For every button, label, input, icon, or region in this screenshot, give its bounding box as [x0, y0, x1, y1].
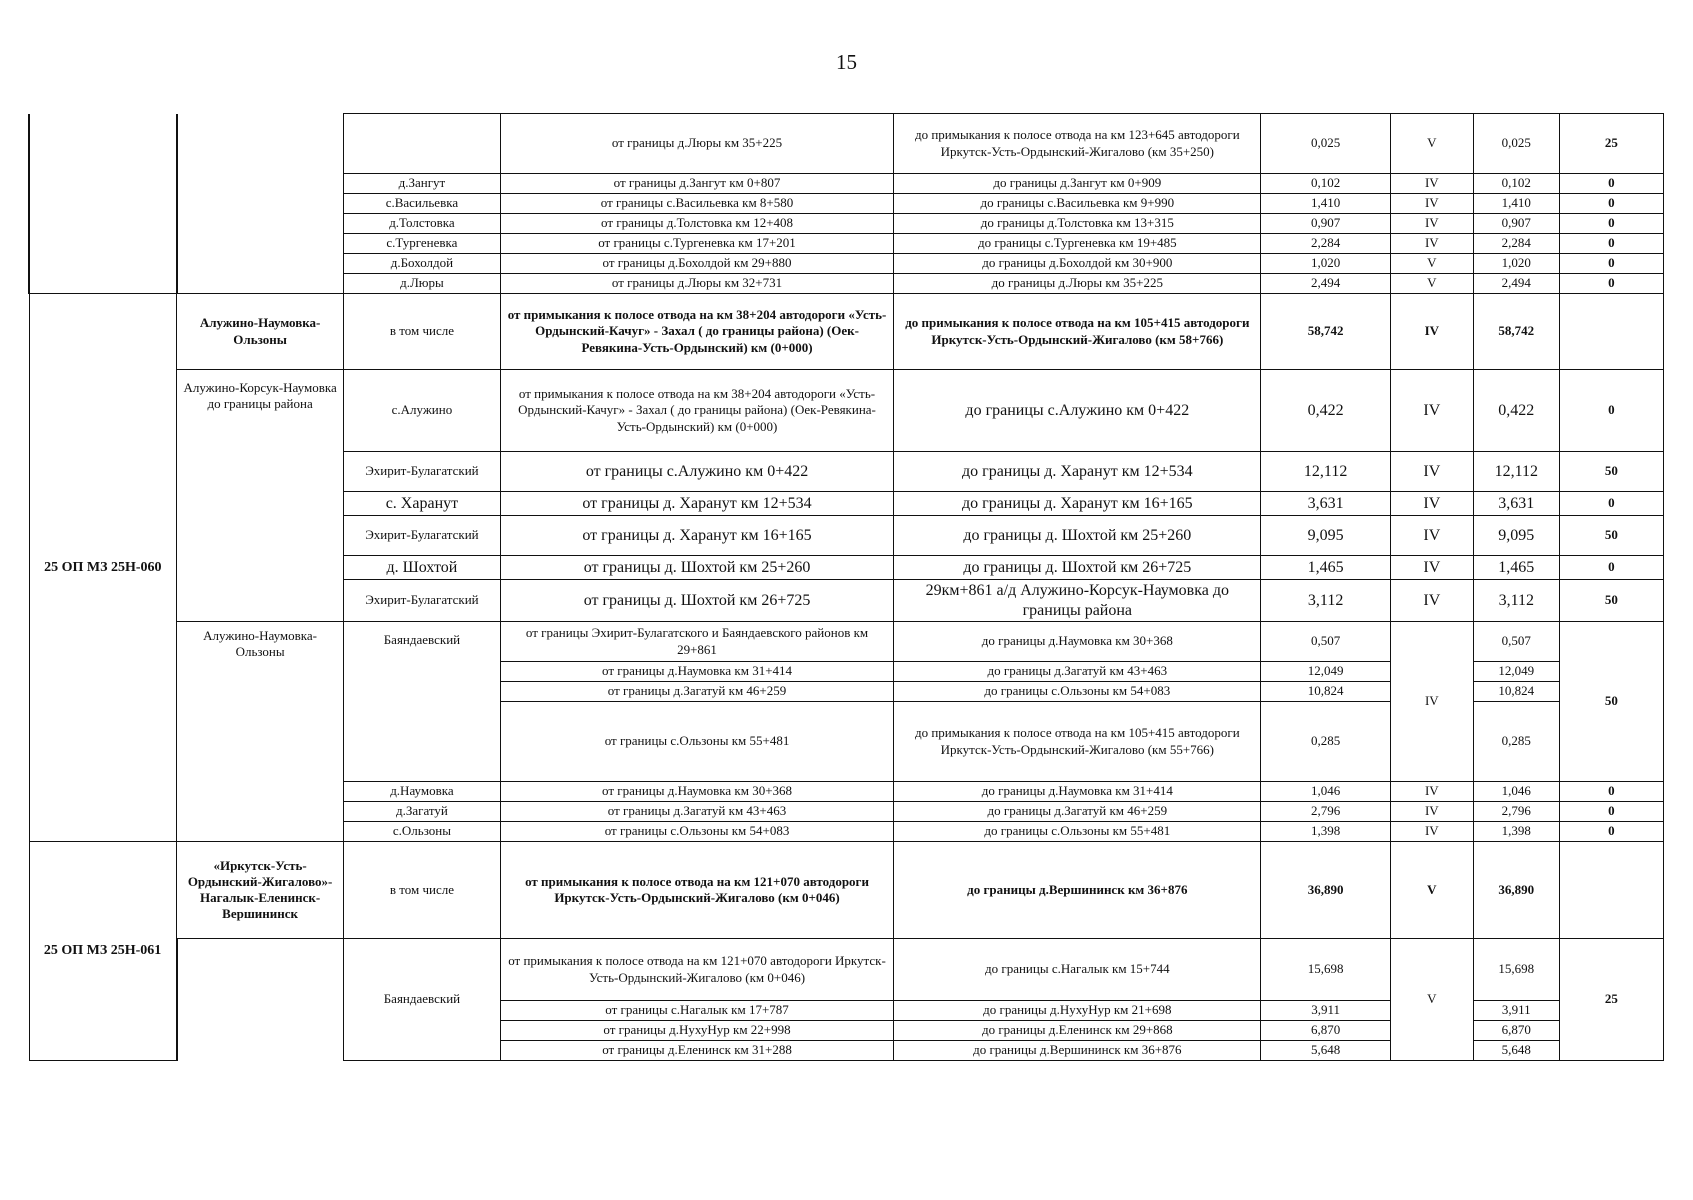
- length-cell: 10,824: [1261, 682, 1390, 702]
- road-code-060: 25 ОП МЗ 25Н-060: [29, 294, 177, 842]
- from-cell: от границы д.Наумовка км 30+368: [500, 782, 893, 802]
- category-cell: IV: [1390, 822, 1473, 842]
- location-cell: с. Харанут: [344, 492, 501, 516]
- road-name: «Иркутск-Усть-Ордынский-Жигалово»-Нагалык-Еленинск-Вершининск: [177, 842, 344, 939]
- to-cell: до границы д. Харанут км 12+534: [894, 452, 1261, 492]
- from-cell: от границы с.Ользоны км 55+481: [500, 702, 893, 782]
- to-cell: до границы д.Вершининск км 36+876: [894, 842, 1261, 939]
- length2-cell: 0,507: [1473, 622, 1559, 662]
- to-cell: до границы д.Толстовка км 13+315: [894, 214, 1261, 234]
- length-cell: 1,398: [1261, 822, 1390, 842]
- length-cell: 0,025: [1261, 114, 1390, 174]
- length2-cell: 58,742: [1473, 294, 1559, 370]
- length2-cell: 1,398: [1473, 822, 1559, 842]
- length2-cell: 6,870: [1473, 1021, 1559, 1041]
- from-cell: от примыкания к полосе отвода на км 38+204 автодороги «Усть-Ордынский-Качуг» - Захал ( до границы района) (Оек-Ревякина-Усть-Ордынский) км (0+000): [500, 370, 893, 452]
- location-cell: д.Люры: [344, 274, 501, 294]
- length-cell: 5,648: [1261, 1041, 1390, 1061]
- table-row: [29, 842, 1664, 939]
- value-cell: 50: [1559, 516, 1663, 556]
- length-cell: 12,049: [1261, 662, 1390, 682]
- from-cell: от границы д.Еленинск км 31+288: [500, 1041, 893, 1061]
- length-cell: 0,285: [1261, 702, 1390, 782]
- length-cell: 2,494: [1261, 274, 1390, 294]
- length2-cell: 0,102: [1473, 174, 1559, 194]
- to-cell: до границы д.Люры км 35+225: [894, 274, 1261, 294]
- location-cell: с.Тургеневка: [344, 234, 501, 254]
- category-cell: IV: [1390, 492, 1473, 516]
- to-cell: до границы д.Еленинск км 29+868: [894, 1021, 1261, 1041]
- table-row: [29, 370, 1664, 452]
- value-cell: 0: [1559, 254, 1663, 274]
- length2-cell: 12,112: [1473, 452, 1559, 492]
- value-cell: 0: [1559, 370, 1663, 452]
- table-row: [29, 294, 1664, 370]
- value-cell: 50: [1559, 580, 1663, 622]
- length-cell: 15,698: [1261, 939, 1390, 1001]
- length2-cell: 3,112: [1473, 580, 1559, 622]
- location-cell: д.Толстовка: [344, 214, 501, 234]
- category-cell: IV: [1390, 294, 1473, 370]
- to-cell: до границы с.Ользоны км 54+083: [894, 682, 1261, 702]
- length-cell: 2,796: [1261, 802, 1390, 822]
- value-cell: 0: [1559, 492, 1663, 516]
- length2-cell: 1,020: [1473, 254, 1559, 274]
- from-cell: от примыкания к полосе отвода на км 121+070 автодороги Иркутск-Усть-Ордынский-Жигалово (км 0+046): [500, 842, 893, 939]
- category-cell: IV: [1390, 580, 1473, 622]
- category-cell: IV: [1390, 370, 1473, 452]
- value-cell: 0: [1559, 782, 1663, 802]
- to-cell: до границы д.Загатуй км 46+259: [894, 802, 1261, 822]
- location-cell: с.Васильевка: [344, 194, 501, 214]
- category-cell: V: [1390, 254, 1473, 274]
- location-cell: Баяндаевский: [344, 939, 501, 1061]
- length2-cell: 0,285: [1473, 702, 1559, 782]
- value-cell: 25: [1559, 114, 1663, 174]
- to-cell: до границы д. Шохтой км 26+725: [894, 556, 1261, 580]
- code-cell-empty: [29, 114, 177, 294]
- location-cell: Эхирит-Булагатский: [344, 580, 501, 622]
- location-cell: Эхирит-Булагатский: [344, 516, 501, 556]
- to-cell: до границы с.Ользоны км 55+481: [894, 822, 1261, 842]
- from-cell: от границы с.Алужино км 0+422: [500, 452, 893, 492]
- location-cell: Баяндаевский: [344, 622, 501, 782]
- length-cell: 3,911: [1261, 1001, 1390, 1021]
- category-cell: IV: [1390, 452, 1473, 492]
- to-cell: до границы с.Васильевка км 9+990: [894, 194, 1261, 214]
- length2-cell: 15,698: [1473, 939, 1559, 1001]
- category-cell: V: [1390, 939, 1473, 1061]
- length-cell: 3,631: [1261, 492, 1390, 516]
- location-cell: д. Шохтой: [344, 556, 501, 580]
- to-cell: 29км+861 а/д Алужино-Корсук-Наумовка до границы района: [894, 580, 1261, 622]
- location-cell: д.Загатуй: [344, 802, 501, 822]
- to-cell: до примыкания к полосе отвода на км 123+645 автодороги Иркутск-Усть-Ордынский-Жигалово (км 35+250): [894, 114, 1261, 174]
- location-cell: с.Алужино: [344, 370, 501, 452]
- from-cell: от границы Эхирит-Булагатского и Баяндаевского районов км 29+861: [500, 622, 893, 662]
- location-cell: Эхирит-Булагатский: [344, 452, 501, 492]
- from-cell: от границы с.Нагалык км 17+787: [500, 1001, 893, 1021]
- roads-table: [28, 113, 1664, 1061]
- to-cell: до границы д.Наумовка км 31+414: [894, 782, 1261, 802]
- length2-cell: 1,046: [1473, 782, 1559, 802]
- length-cell: 6,870: [1261, 1021, 1390, 1041]
- road-name: Алужино-Наумовка-Ользоны: [177, 294, 344, 370]
- to-cell: до примыкания к полосе отвода на км 105+415 автодороги Иркутск-Усть-Ордынский-Жигалово (км 58+766): [894, 294, 1261, 370]
- to-cell: до границы д. Шохтой км 25+260: [894, 516, 1261, 556]
- location-cell: д.Бохолдой: [344, 254, 501, 274]
- length-cell: 0,102: [1261, 174, 1390, 194]
- length-cell: 36,890: [1261, 842, 1390, 939]
- length-cell: 58,742: [1261, 294, 1390, 370]
- length2-cell: 2,284: [1473, 234, 1559, 254]
- from-cell: от границы д.Люры км 35+225: [500, 114, 893, 174]
- table-row: [29, 622, 1664, 662]
- from-cell: от границы с.Тургеневка км 17+201: [500, 234, 893, 254]
- length2-cell: 3,911: [1473, 1001, 1559, 1021]
- location-cell: д.Зангут: [344, 174, 501, 194]
- from-cell: от границы д. Шохтой км 25+260: [500, 556, 893, 580]
- from-cell: от границы д.Зангут км 0+807: [500, 174, 893, 194]
- length2-cell: 1,410: [1473, 194, 1559, 214]
- to-cell: до границы с.Тургеневка км 19+485: [894, 234, 1261, 254]
- from-cell: от границы д.Наумовка км 31+414: [500, 662, 893, 682]
- length2-cell: 0,025: [1473, 114, 1559, 174]
- from-cell: от границы д.Бохолдой км 29+880: [500, 254, 893, 274]
- value-cell: 0: [1559, 174, 1663, 194]
- from-cell: от границы д.НухуНур км 22+998: [500, 1021, 893, 1041]
- category-cell: IV: [1390, 516, 1473, 556]
- length2-cell: 1,465: [1473, 556, 1559, 580]
- length2-cell: 9,095: [1473, 516, 1559, 556]
- from-cell: от границы д.Толстовка км 12+408: [500, 214, 893, 234]
- length2-cell: 0,907: [1473, 214, 1559, 234]
- length2-cell: 5,648: [1473, 1041, 1559, 1061]
- from-cell: от границы д.Загатуй км 46+259: [500, 682, 893, 702]
- from-cell: от границы с.Ользоны км 54+083: [500, 822, 893, 842]
- to-cell: до границы д.Вершининск км 36+876: [894, 1041, 1261, 1061]
- category-cell: V: [1390, 114, 1473, 174]
- length-cell: 2,284: [1261, 234, 1390, 254]
- length-cell: 0,507: [1261, 622, 1390, 662]
- from-cell: от границы д.Загатуй км 43+463: [500, 802, 893, 822]
- category-cell: IV: [1390, 214, 1473, 234]
- road-cell-empty: [177, 939, 344, 1061]
- location-cell: д.Наумовка: [344, 782, 501, 802]
- category-cell: IV: [1390, 194, 1473, 214]
- road-code-061: 25 ОП МЗ 25Н-061: [29, 842, 177, 1061]
- to-cell: до примыкания к полосе отвода на км 105+415 автодороги Иркутск-Усть-Ордынский-Жигалово (км 55+766): [894, 702, 1261, 782]
- value-cell: 0: [1559, 802, 1663, 822]
- to-cell: до границы с.Алужино км 0+422: [894, 370, 1261, 452]
- length2-cell: 0,422: [1473, 370, 1559, 452]
- length-cell: 0,907: [1261, 214, 1390, 234]
- location-cell: [344, 114, 501, 174]
- table-row: [29, 114, 1664, 174]
- value-cell: 25: [1559, 939, 1663, 1061]
- value-cell: 0: [1559, 214, 1663, 234]
- from-cell: от примыкания к полосе отвода на км 121+070 автодороги Иркутск-Усть-Ордынский-Жигалово (км 0+046): [500, 939, 893, 1001]
- length2-cell: 36,890: [1473, 842, 1559, 939]
- category-cell: IV: [1390, 622, 1473, 782]
- length2-cell: 2,494: [1473, 274, 1559, 294]
- location-cell: в том числе: [344, 842, 501, 939]
- value-cell: 50: [1559, 622, 1663, 782]
- value-cell: 50: [1559, 452, 1663, 492]
- length-cell: 9,095: [1261, 516, 1390, 556]
- category-cell: IV: [1390, 782, 1473, 802]
- length2-cell: 10,824: [1473, 682, 1559, 702]
- length-cell: 0,422: [1261, 370, 1390, 452]
- category-cell: IV: [1390, 174, 1473, 194]
- length-cell: 1,046: [1261, 782, 1390, 802]
- category-cell: IV: [1390, 234, 1473, 254]
- to-cell: до границы д.Зангут км 0+909: [894, 174, 1261, 194]
- value-cell: 0: [1559, 194, 1663, 214]
- length2-cell: 3,631: [1473, 492, 1559, 516]
- value-cell: 0: [1559, 234, 1663, 254]
- to-cell: до границы д.Наумовка км 30+368: [894, 622, 1261, 662]
- category-cell: V: [1390, 842, 1473, 939]
- value-cell: 0: [1559, 274, 1663, 294]
- from-cell: от границы д. Харанут км 16+165: [500, 516, 893, 556]
- from-cell: от границы д.Люры км 32+731: [500, 274, 893, 294]
- category-cell: IV: [1390, 556, 1473, 580]
- length2-cell: 2,796: [1473, 802, 1559, 822]
- value-cell: [1559, 294, 1663, 370]
- location-cell: с.Ользоны: [344, 822, 501, 842]
- length-cell: 12,112: [1261, 452, 1390, 492]
- road-cell-empty: [177, 114, 344, 294]
- length-cell: 1,410: [1261, 194, 1390, 214]
- to-cell: до границы д.НухуНур км 21+698: [894, 1001, 1261, 1021]
- to-cell: до границы с.Нагалык км 15+744: [894, 939, 1261, 1001]
- page-number: 15: [836, 50, 857, 74]
- table-row: [29, 939, 1664, 1001]
- length-cell: 1,465: [1261, 556, 1390, 580]
- to-cell: до границы д. Харанут км 16+165: [894, 492, 1261, 516]
- category-cell: V: [1390, 274, 1473, 294]
- road-name: Алужино-Наумовка-Ользоны: [177, 622, 344, 842]
- to-cell: до границы д.Загатуй км 43+463: [894, 662, 1261, 682]
- to-cell: до границы д.Бохолдой км 30+900: [894, 254, 1261, 274]
- value-cell: 0: [1559, 556, 1663, 580]
- from-cell: от границы д. Харанут км 12+534: [500, 492, 893, 516]
- road-name: Алужино-Корсук-Наумовка до границы района: [177, 370, 344, 622]
- length-cell: 1,020: [1261, 254, 1390, 274]
- value-cell: 0: [1559, 822, 1663, 842]
- from-cell: от границы с.Васильевка км 8+580: [500, 194, 893, 214]
- length-cell: 3,112: [1261, 580, 1390, 622]
- category-cell: IV: [1390, 802, 1473, 822]
- from-cell: от примыкания к полосе отвода на км 38+204 автодороги «Усть-Ордынский-Качуг» - Захал ( до границы района) (Оек-Ревякина-Усть-Ордынский) км (0+000): [500, 294, 893, 370]
- location-cell: в том числе: [344, 294, 501, 370]
- length2-cell: 12,049: [1473, 662, 1559, 682]
- from-cell: от границы д. Шохтой км 26+725: [500, 580, 893, 622]
- value-cell: [1559, 842, 1663, 939]
